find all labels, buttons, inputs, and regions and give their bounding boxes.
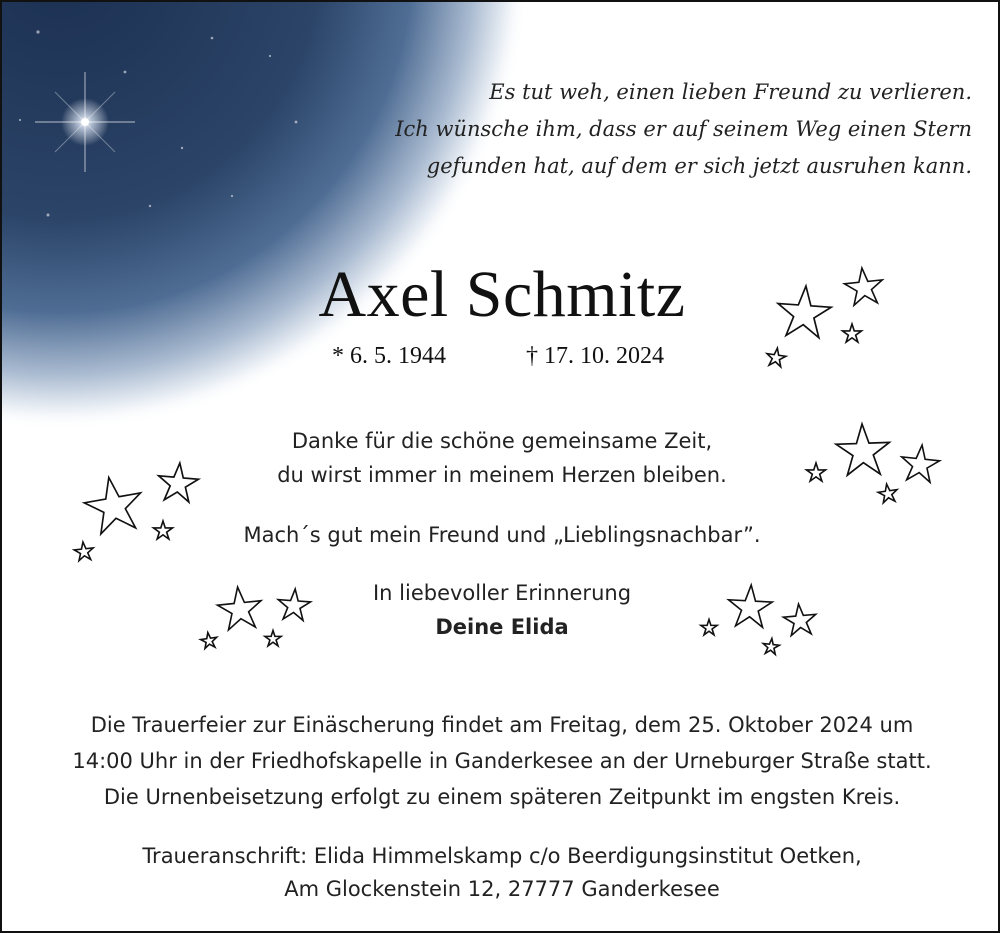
mourning-address: [2, 840, 1000, 906]
memory-block: [2, 576, 1000, 644]
birth-date: * 6. 5. 1944: [332, 343, 446, 369]
address-line: Traueranschrift: Elida Himmelskamp c/o Beerdigungsinstitut Oetken,: [142, 844, 862, 868]
deceased-name: Axel Schmitz: [318, 258, 686, 331]
star-icon: [765, 347, 786, 368]
poem: [372, 74, 972, 185]
thanks-line: du wirst immer in meinem Herzen bleiben.: [277, 463, 727, 487]
poem-line: gefunden hat, auf dem er sich jetzt ausruhen kann.: [426, 154, 972, 178]
death-date: † 17. 10. 2024: [526, 343, 664, 369]
ceremony-line: Die Urnenbeisetzung erfolgt zu einem späteren Zeitpunkt im engsten Kreis.: [103, 785, 901, 809]
thanks-line: Danke für die schöne gemeinsame Zeit,: [291, 429, 713, 453]
farewell-message: Mach´s gut mein Freund und „Lieblingsnachbar”.: [243, 523, 761, 547]
poem-line: Ich wünsche ihm, dass er auf seinem Weg einen Stern: [395, 117, 972, 141]
memory-line: In liebevoller Erinnerung: [372, 581, 632, 605]
signature: Deine Elida: [435, 615, 569, 639]
ceremony-line: Die Trauerfeier zur Einäscherung findet am Freitag, dem 25. Oktober 2024 um: [90, 713, 914, 737]
ceremony-info: [2, 707, 1000, 815]
address-line: Am Glockenstein 12, 27777 Ganderkesee: [284, 877, 720, 901]
ceremony-line: 14:00 Uhr in der Friedhofskapelle in Ganderkesee an der Urneburger Straße statt.: [72, 749, 932, 773]
poem-line: Es tut weh, einen lieben Freund zu verlieren.: [489, 80, 972, 104]
thanks-message: [2, 424, 1000, 492]
